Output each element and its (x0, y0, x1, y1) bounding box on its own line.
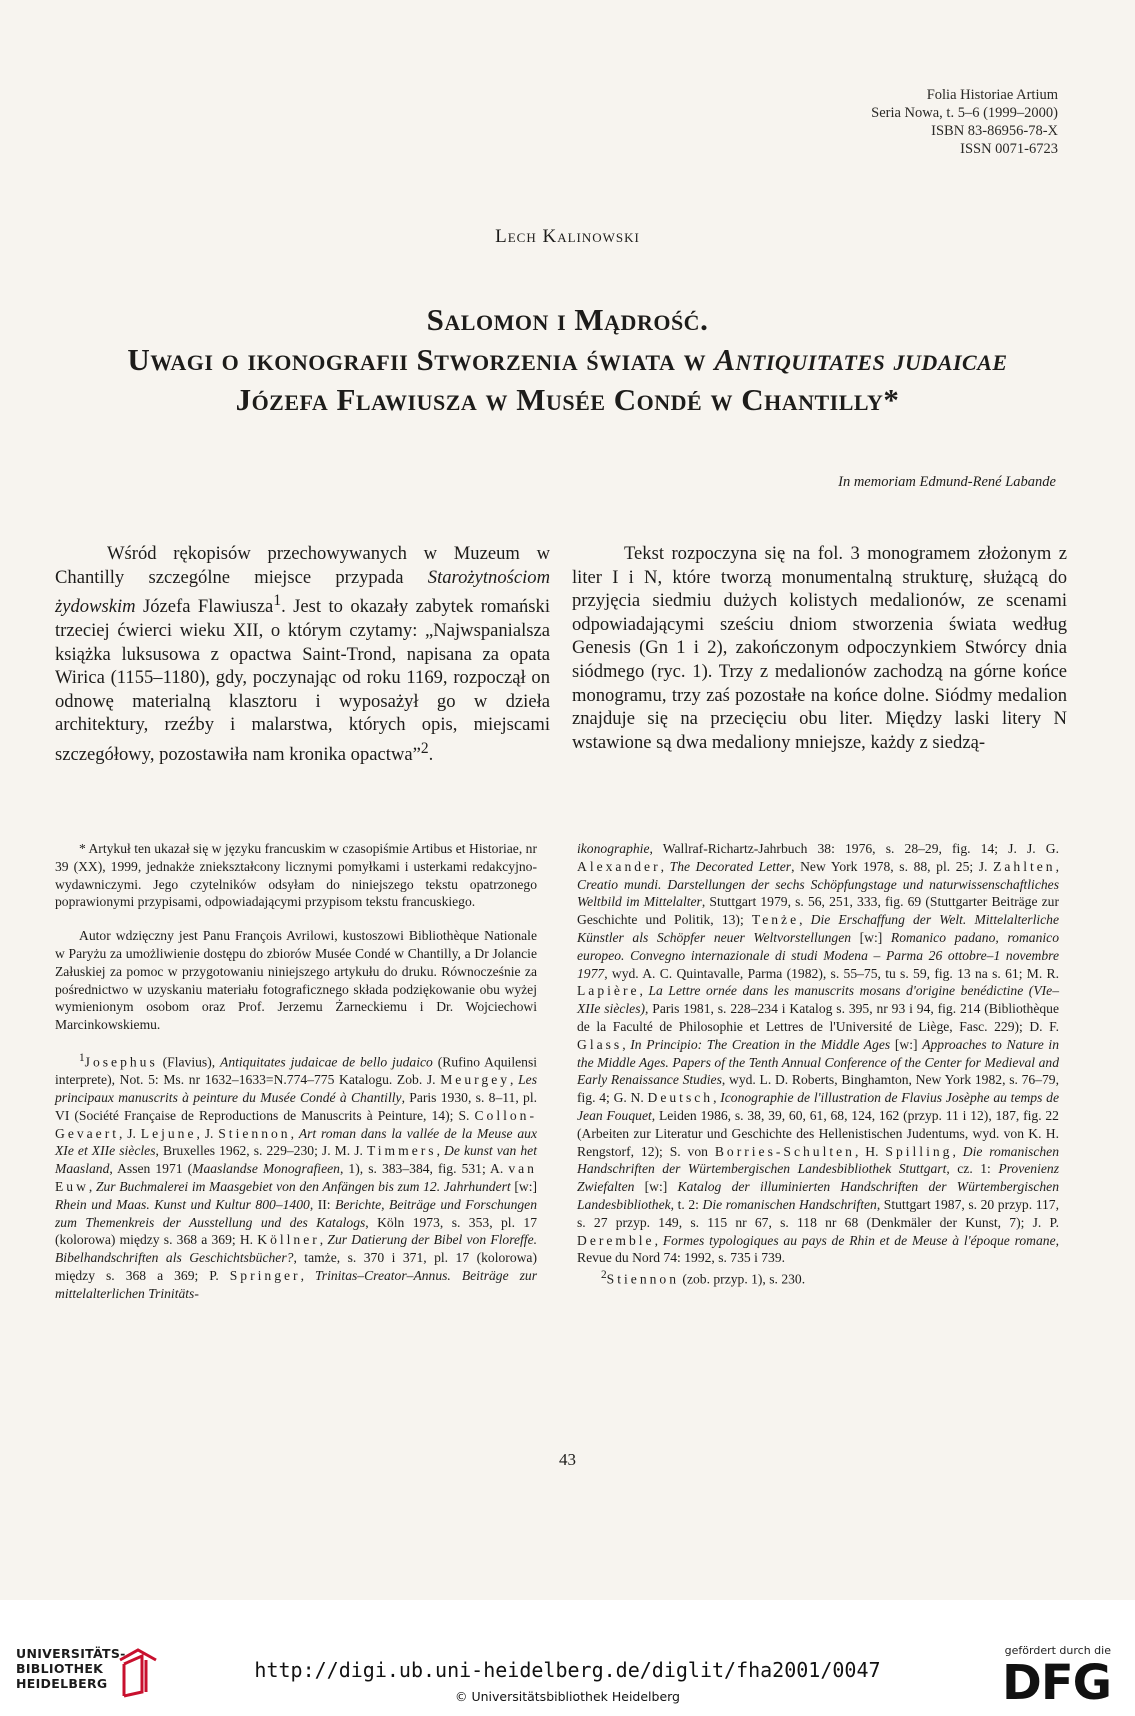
italic-run: Art roman dans la vallée de la Meuse aux XIe et XIIe siècles (55, 1125, 537, 1159)
italic-run: La Lettre ornée dans les manuscrits mosans d'origine benédictine (VIe–XIIe siècles) (577, 983, 1059, 1017)
dfg-caption: gefördert durch die (1004, 1644, 1111, 1657)
text-run: (Flavius), (157, 1054, 221, 1070)
text-run: Köllner (257, 1232, 320, 1248)
italic-run: Approaches to Nature in the Middle Ages. Papers of the Tenth Annual Conference of the Center for Medieval and Early Renaissance Studies (577, 1036, 1060, 1088)
text-run: Glass (577, 1036, 623, 1052)
italic-run: The Decorated Letter (669, 858, 792, 874)
italic-run: Les principaux manuscrits à peinture du Musée Condé à Chantilly (55, 1072, 537, 1106)
text-run: [w:] (510, 1179, 537, 1195)
text-run: , (639, 983, 649, 999)
text-run: , (660, 858, 670, 874)
title-line-3: Józefa Flawiusza w Musée Condé w Chantilly* (235, 382, 900, 417)
journal-issn: ISSN 0071-6723 (960, 141, 1058, 157)
body-paragraph-right: Tekst rozpoczyna się na fol. 3 monogramem złożonym z liter I i N, które tworzą monumentalną strukturę, służącą do przyjęcia siedmiu dużych kolistych medalionów, ze scenami odpowiadającymi sześciu dniom stworzenia świata według Genesis (Gn 1 i 2), zakończonym odpoczynkiem Stwórcy dnia siódmego (ryc. 1). Trzy z medalionów zachodzą na górne końce monogramu, trzy zaś pozostałe na końce dolne. Siódmy medalion znajduje się na przecięciu obu liter. Między laski litery N wstawione są dwa medaliony mniejsze, każdy z siedzą- (572, 543, 1067, 753)
italic-run: Provenienz Zwiefalten (577, 1161, 1059, 1195)
title-line-2-text: Uwagi o ikonografii Stworzenia świata w (127, 342, 715, 377)
text-run: , (654, 1232, 663, 1248)
text-run: , cz. 1: (946, 1161, 999, 1177)
library-name-line-1: UNIVERSITÄTS- (16, 1646, 126, 1661)
body-paragraph-left (55, 542, 550, 767)
text-run: , (622, 1036, 631, 1052)
text-run: , (88, 1179, 96, 1195)
library-name-line-2: BIBLIOTHEK (16, 1661, 104, 1676)
italic-run: Trinitas–Creator–Annus. Beiträge zur mittelalterlichen Trinitäts- (55, 1268, 538, 1301)
text-run: Deremble (577, 1232, 655, 1248)
text-run: , J. (196, 1125, 219, 1141)
italic-run: Zur Datierung der Bibel von Floreffe. Bibelhandschriften als Geschichtsbücher? (55, 1232, 538, 1266)
italic-run: Die Erschaffung der Welt. Mittelalterliche Künstler als Schöpfer neuer Weltvorstellungen (577, 912, 1059, 945)
footnote-ref-2[interactable]: 2 (420, 739, 429, 757)
text-run: Josephus (84, 1054, 158, 1070)
text-run: , Wallraf-Richartz-Jahrbuch 38: 1976, s. 28–29, fig. 14; J. J. G. (649, 841, 1059, 856)
text-run: , New York 1978, s. 88, pl. 25; J. (791, 858, 994, 874)
dfg-logo: DFG (1001, 1655, 1111, 1711)
text-run: [w:] (851, 929, 891, 945)
text-run: Meurgey (440, 1072, 511, 1088)
footnote-star: * Artykuł ten ukazał się w języku francuskim w czasopiśmie Artibus et Historiae, nr 39 (XX), 1999, jednakże zniekształcony licznymi pomyłkami i usterkami redakcyjno-wydawniczymi. Jego czytelników odsyłam do niniejszego tekstu opatrzonego poprawionymi przypisami, odpowiadającymi przypisom tekstu francuskiego. (55, 841, 537, 910)
text-run: (Rufino Aquilensi interprete), Not. 5: Ms. nr 1632–1633=N.774–775 Katalogu. Zob. J. (55, 1054, 538, 1088)
text-run: , J. (119, 1125, 141, 1141)
text-run: Lejune (140, 1125, 197, 1141)
italic-run: Starożytnościom żydowskim (55, 566, 550, 618)
footnote-ref-1[interactable]: 1 (273, 592, 282, 610)
text-run: , Bruxelles 1962, s. 229–230; J. M. J. (155, 1143, 367, 1159)
italic-run: Creatio mundi. Darstellungen der sechs Schöpfungstage und naturwissenschaftliches Weltbild im Mittelalter (577, 876, 1059, 910)
text-run: , (510, 1072, 519, 1088)
journal-title: Folia Historiae Artium (926, 87, 1058, 103)
text-run: , t. 2: (670, 1196, 703, 1212)
acknowledgements: Autor wdzięczny jest Panu François Avrilowi, kustoszowi Bibliothèque Nationale w Paryżu za umożliwienie dostępu do zbiorów Musée Condé w Chantilly, a Dr Jolancie Załuskiej za pomoc w przygotowaniu niniejszego artykułu do druku. Równocześnie za pośrednictwo w uzyskaniu materiału fotograficznego składa podziękowanie obu wyżej wymienionym osobom oraz Prof. Jerzemu Żarneckiemu i Dr. Wojciechowi Marcinkowskiemu. (55, 928, 537, 1033)
text-run: , (290, 1125, 299, 1141)
text-run: Borries-Schulten (714, 1143, 855, 1159)
footnote-1 (55, 1050, 537, 1303)
text-run: , Paris 1981, s. 228–234 i Katalog s. 395, nr 93 i 94, fig. 214 (Bibliothèque de la Faculté de Philosophie et Lettres de l'Université de Liège, Fasc. 229); D. F. (577, 1001, 1059, 1034)
text-run: , (799, 912, 811, 928)
text-run: (zob. przyp. 1), s. 230. (679, 1271, 806, 1287)
italic-run: ikonographie (577, 841, 650, 856)
text-run: , (436, 1143, 445, 1159)
text-run: , Revue du Nord 74: 1992, s. 735 i 739. (577, 1232, 1060, 1266)
text-run: Stiennon (606, 1271, 680, 1287)
text-run: , (713, 1090, 721, 1106)
footnote-1-continued (577, 840, 1059, 1267)
text-run: , (300, 1268, 315, 1284)
article-title (20, 300, 1115, 420)
body-column-left (55, 542, 550, 767)
text-run: , (1055, 858, 1059, 874)
footnotes-left (55, 840, 537, 1319)
text-run: Stiennon (218, 1125, 291, 1141)
italic-run: De kunst van het Maasland (55, 1143, 537, 1177)
text-run: , tamże, s. 370 i 371, pl. 17 (kolorowa) między s. 368 a 369; P. (55, 1250, 537, 1284)
text-run: [w:] (890, 1036, 923, 1052)
italic-run: Zur Buchmalerei im Maasgebiet von den Anfängen bis zum 12. Jahrhundert (95, 1179, 511, 1195)
text-run: , wyd. A. C. Quintavalle, Parma (1982), s. 55–75, tu s. 59, fig. 13 na s. 61; M. R. (604, 965, 1059, 981)
text-run: Deutsch (647, 1090, 714, 1106)
text-run: , Köln 1973, s. 353, pl. 17 (kolorowa) między s. 368 a 369; H. (55, 1214, 537, 1248)
text-run: , (952, 1143, 963, 1159)
italic-run: Rhein und Maas. Kunst und Kultur 800–1400 (55, 1196, 310, 1212)
text-run: Collon-Gevaert (55, 1107, 537, 1141)
viewer-footer (0, 1600, 1135, 1716)
title-line-2-italic: Antiquitates judaicae (714, 342, 1008, 377)
text-run: Spilling (885, 1143, 953, 1159)
library-name-line-3: HEIDELBERG (16, 1676, 108, 1691)
text-run: , wyd. L. D. Roberts, Binghamton, New York 1982, s. 76–79, fig. 4; G. N. (577, 1072, 1060, 1106)
text-run: Tenże (751, 912, 800, 928)
text-run: Józefa Flawiusza (135, 596, 274, 618)
text-run: [w:] (634, 1179, 678, 1195)
author-name: Lech Kalinowski (495, 226, 640, 247)
italic-run: Formes typologiques au pays de Rhin et de Meuse à l'époque romane (662, 1232, 1056, 1248)
italic-run: Romanico padano, romanico europeo. Convegno internazionale di studi Modena – Parma 26 ottobre–1 novembre 1977 (577, 929, 1059, 981)
italic-run: Katalog der illuminierten Handschriften der Würtembergischen Landesbibliothek (577, 1179, 1059, 1212)
body-column-right (572, 542, 1067, 754)
italic-run: Iconographie de l'illustration de Flavius Josèphe au temps de Jean Fouquet (577, 1090, 1059, 1123)
text-run: , Paris 1930, s. 8–11, pl. VI (Société Française de Reproductions de Manuscrits à Peinture, 14); S. (55, 1090, 537, 1123)
text-run: , II: (309, 1196, 336, 1212)
journal-isbn: ISBN 83-86956-78-X (931, 123, 1058, 139)
footnote-2-number: 2 (601, 1269, 607, 1282)
text-run: . (428, 744, 434, 766)
footnote-1-number: 1 (79, 1051, 85, 1064)
text-run: van Euw (55, 1161, 537, 1195)
journal-header (871, 86, 1058, 158)
text-run: Lapière (577, 983, 640, 999)
title-line-2 (20, 340, 1115, 380)
text-run: Springer (229, 1268, 301, 1284)
dedication: In memoriam Edmund-René Labande (838, 474, 1056, 490)
italic-run: Berichte, Beiträge und Forschungen zum Themenkreis der Ausstellung und des Katalogs (55, 1196, 538, 1230)
text-run: , H. (854, 1143, 886, 1159)
footnote-2 (577, 1267, 1059, 1288)
text-run: , 1), s. 383–384, fig. 531; A. (339, 1161, 509, 1177)
footnotes-right (577, 840, 1059, 1288)
italic-run: Die romanischen Handschriften der Würtembergischen Landesbibliothek Stuttgart (577, 1143, 1059, 1177)
text-run: Zahlten (993, 858, 1056, 874)
text-run: , Leiden 1986, s. 38, 39, 60, 61, 68, 124, 162 (przyp. 11 i 12), 187, fig. 22 (Arbeiten zur Literatur und Geschichte des Hellenistischen Judentums, wyd. von K. H. Rengstorf, 12); S. von (577, 1107, 1059, 1159)
italic-run: Die romanischen Handschriften (702, 1196, 877, 1212)
dfg-sponsor[interactable] (993, 1644, 1111, 1711)
text-run: . Jest to okazały zabytek romański trzeciej ćwierci wieku XII, o którym czytamy: „Najwspanialsza książka luksusowa z opactwa Saint-Trond, napisana za opata Wirica (1155–1180), gdy, poczynając od roku 1169, rozpoczął on odnowę materialną klasztoru i wyposażył go w dzieła architektury, rzeźby i malarstwa, których opis, miejscami szczegółowy, pozostawiła nam kronika opactwa” (55, 596, 551, 766)
text-run: , (319, 1232, 328, 1248)
copyright-notice: © Universitätsbibliothek Heidelberg (454, 1689, 680, 1704)
italic-run: In Principio: The Creation in the Middle Ages (630, 1036, 891, 1052)
text-run: Timmers (366, 1143, 437, 1159)
text-run: Wśród rękopisów przechowywanych w Muzeum w Chantilly szczególne miejsce przypada (55, 543, 550, 588)
journal-series: Seria Nowa, t. 5–6 (1999–2000) (871, 105, 1058, 121)
text-run: , Stuttgart 1987, s. 20 przyp. 117, s. 27 przyp. 149, s. 115 nr 67, s. 118 nr 68 (Denkmäler der Kunst, 7); J. P. (577, 1196, 1059, 1230)
permalink-url[interactable]: http://digi.ub.uni-heidelberg.de/diglit/fha2001/0047 (254, 1658, 881, 1682)
page-number: 43 (559, 1450, 576, 1469)
italic-run: Maaslandse Monografieen (192, 1161, 340, 1177)
italic-run: Antiquitates judaicae de bello judaico (220, 1054, 433, 1070)
text-run: , Stuttgart 1979, s. 56, 251, 333, fig. 69 (Stuttgarter Beiträge zur Geschichte und Politik, 13); (577, 894, 1059, 928)
title-line-1: Salomon i Mądrość. (426, 302, 709, 337)
text-run: Alexander (577, 858, 661, 874)
text-run: , Assen 1971 ( (109, 1161, 193, 1177)
